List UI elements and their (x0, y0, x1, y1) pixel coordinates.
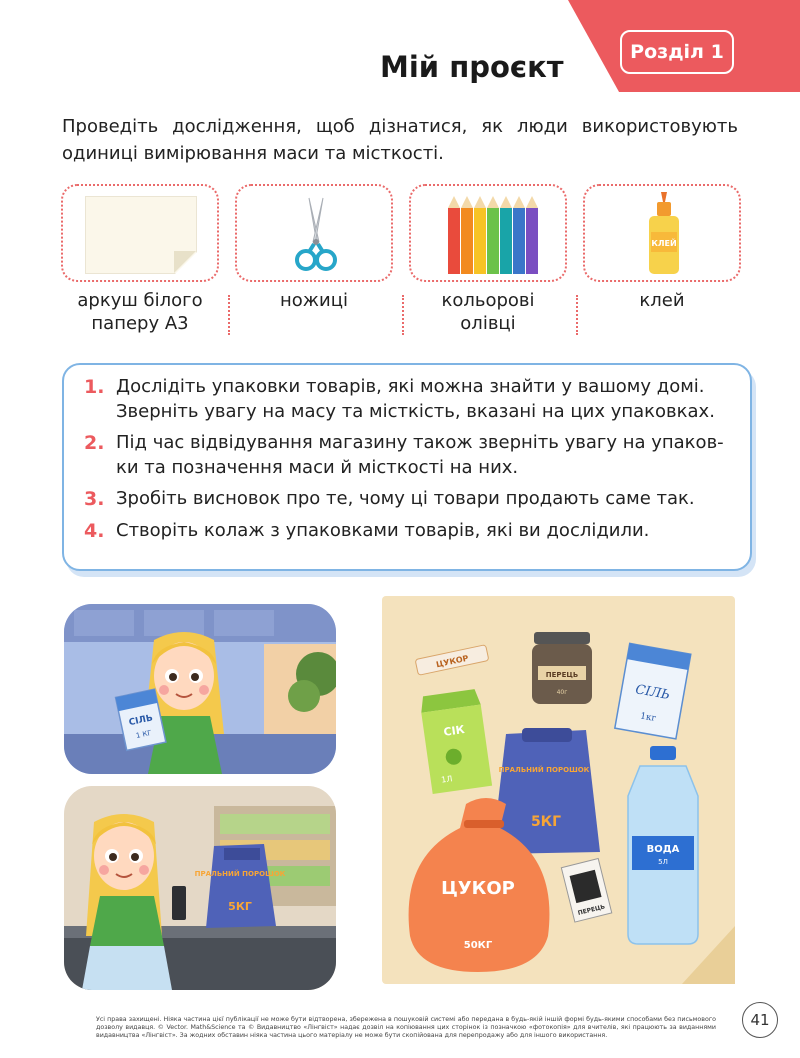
juice-carton-item (419, 689, 492, 794)
powder-title: ПРАЛЬНИЙ ПОРОШОК (498, 766, 590, 774)
powder-bag-title: ПРАЛЬНИЙ ПОРОШОК (194, 870, 286, 878)
task-item (84, 487, 734, 512)
salt-pack-weight: 1 КГ (135, 728, 153, 741)
task-text: Зробіть висновок про те, чому ці товари продають саме так. (116, 488, 695, 509)
material-label-line: олівці (460, 313, 516, 334)
powder-weight: 5КГ (530, 814, 562, 830)
water-volume: 5Л (658, 858, 668, 866)
task-item (84, 375, 734, 424)
water-label: ВОДА (646, 844, 680, 855)
salt-box-label: СІЛЬ (634, 682, 671, 704)
page-number: 41 (742, 1002, 778, 1038)
illustration-girl-home (64, 604, 336, 774)
material-label-line: паперу А3 (91, 313, 189, 334)
glue-label: КЛЕЙ (651, 239, 677, 248)
material-label-paper (61, 289, 219, 335)
juice-label: СІК (442, 722, 466, 739)
material-card-glue (583, 184, 741, 282)
material-label-glue (583, 289, 741, 312)
divider (576, 295, 578, 335)
material-label-line: аркуш білого (77, 290, 203, 311)
material-label-line: ножиці (280, 290, 348, 311)
illustration-girl-store (64, 786, 336, 990)
paper-icon (85, 196, 197, 274)
page-title: Мій проєкт (380, 50, 564, 84)
pepper-jar-label: ПЕРЕЦЬ (545, 671, 579, 679)
pencils-icon (411, 186, 569, 284)
sugar-stick-label: ЦУКОР (435, 653, 470, 670)
pepper-pack-label: ПЕРЕЦЬ (577, 903, 606, 917)
material-label-line: клей (639, 290, 685, 311)
salt-pack-label: СІЛЬ (127, 713, 154, 729)
task-number: 3. (84, 488, 105, 510)
task-text: Під час відвідування магазину також зверніть увагу на упаков-ки та позначення маси й місткості на них. (116, 432, 724, 478)
divider (402, 295, 404, 335)
pepper-pack-item (561, 859, 611, 923)
task-number: 1. (84, 376, 105, 398)
pepper-jar-weight: 40г (556, 689, 568, 696)
powder-bag-weight: 5КГ (228, 900, 252, 913)
sugar-stick-item (415, 645, 489, 676)
collage-poster (382, 596, 735, 984)
salt-box-weight: 1кг (639, 711, 657, 725)
task-number: 2. (84, 432, 105, 454)
task-list (62, 363, 752, 571)
material-card-paper (61, 184, 219, 282)
water-bottle-item (628, 746, 698, 944)
task-text: Дослідіть упаковки товарів, які можна знайти у вашому домі. Зверніть увагу на масу та місткість, вказані на цих упаковках. (116, 376, 715, 422)
pepper-jar-item (532, 632, 592, 704)
task-item (84, 431, 734, 480)
glue-icon (585, 186, 743, 284)
scissors-icon (237, 186, 395, 284)
divider (228, 295, 230, 335)
sugar-sack-weight: 50КГ (463, 940, 493, 951)
section-badge: Розділ 1 (620, 30, 734, 74)
material-label-line: кольорові (441, 290, 535, 311)
material-label-pencils (409, 289, 567, 335)
task-number: 4. (84, 519, 105, 542)
copyright-notice: Усі права захищені. Ніяка частина цієї публікації не може бути відтворена, збережена в пошуковій системі або передана в будь-якій іншій формі будь-якими способами без письмового дозволу видавця. © Vector. Math&Science та © Видавництво «Лінгвіст» надає дозвіл на копіювання цих сторінок із позначкою «фотокопія» для вчителів, які працюють за виданнями видавництва «Лінгвіст». За жодних обставин ніяка частина цього матеріалу не може бути скопійована для перепродажу або для іншого використання. (96, 1016, 716, 1039)
task-text: Створіть колаж з упаковками товарів, які ви дослідили. (116, 519, 650, 541)
task-item (84, 519, 734, 544)
intro-text: Проведіть дослідження, щоб дізнатися, як люди використовують одиниці вимірювання маси та місткості. (62, 116, 738, 164)
juice-volume: 1Л (440, 774, 453, 785)
salt-box-item (615, 643, 691, 738)
sugar-sack-label: ЦУКОР (441, 878, 515, 899)
material-label-scissors (235, 289, 393, 312)
material-card-scissors (235, 184, 393, 282)
material-card-pencils (409, 184, 567, 282)
